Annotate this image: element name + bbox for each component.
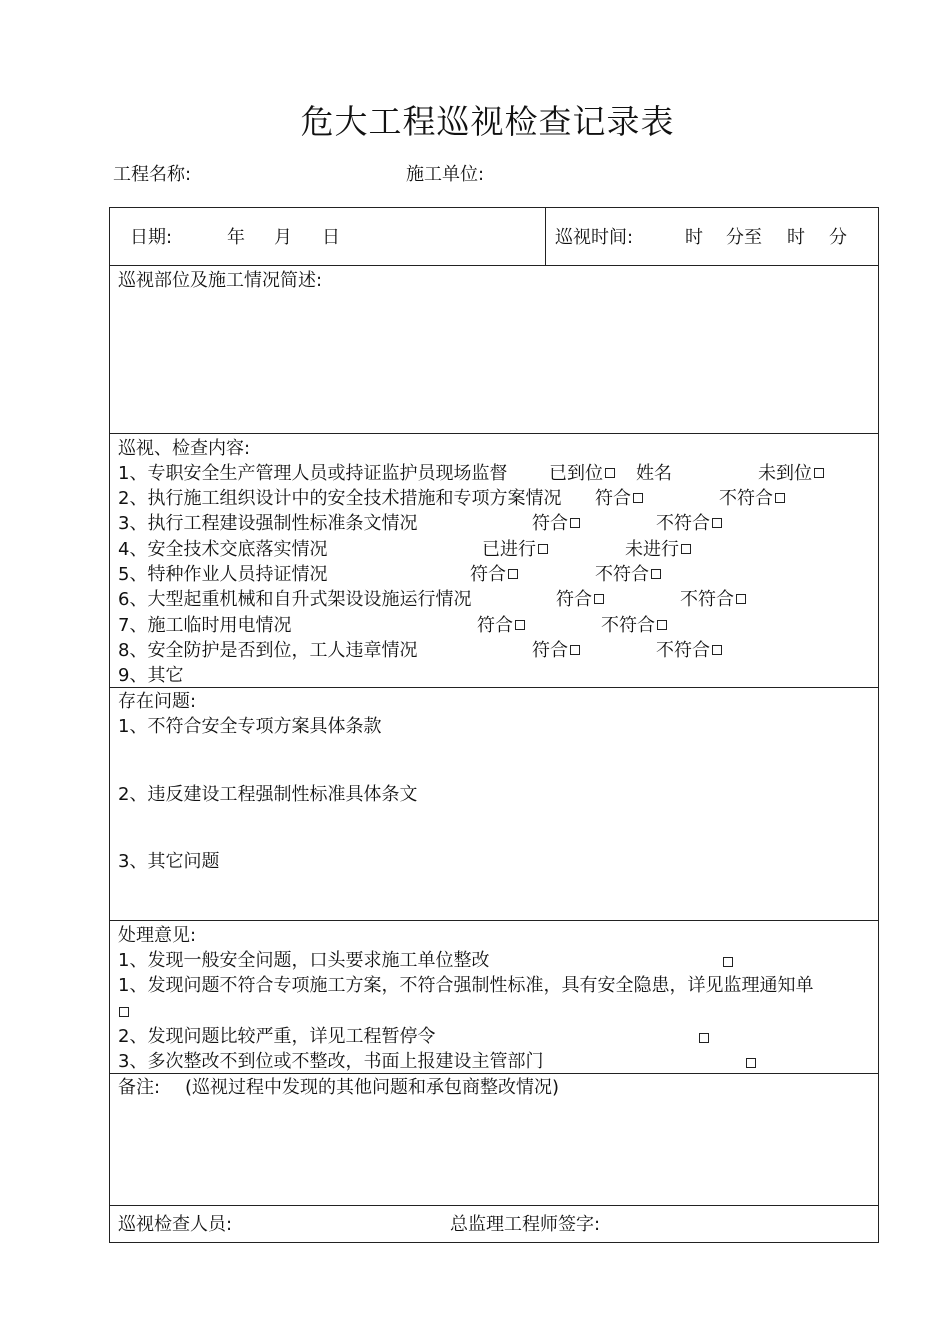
month-label: 月	[274, 227, 292, 248]
inspection-option-compliant: 符合	[595, 490, 643, 508]
inspection-option-done: 已进行	[482, 541, 548, 559]
checkbox-icon[interactable]	[633, 493, 643, 503]
inspection-option-noncompliant: 不符合	[680, 591, 746, 609]
project-name-label: 工程名称:	[113, 164, 192, 185]
inspection-option-noncompliant: 不符合	[656, 515, 722, 533]
inspection-option-present: 已到位	[549, 465, 615, 483]
row-divider-6	[109, 1205, 879, 1206]
date-time-divider	[545, 207, 546, 266]
checkbox-icon[interactable]	[746, 1058, 756, 1068]
date-label: 日期:	[130, 227, 173, 248]
inspection-option-noncompliant: 不符合	[601, 617, 667, 635]
checkbox-icon[interactable]	[814, 468, 824, 478]
inspection-item-text: 4、安全技术交底落实情况	[118, 539, 328, 560]
checkbox-icon[interactable]	[605, 468, 615, 478]
checkbox-icon[interactable]	[657, 620, 667, 630]
checkbox-icon[interactable]	[651, 569, 661, 579]
inspection-option-noncompliant: 不符合	[719, 490, 785, 508]
checkbox-icon[interactable]	[119, 1007, 129, 1017]
checkbox-icon[interactable]	[594, 594, 604, 604]
checkbox-icon[interactable]	[538, 544, 548, 554]
checkbox-icon[interactable]	[699, 1033, 709, 1043]
year-label: 年	[227, 227, 245, 248]
row-divider-3	[109, 687, 879, 688]
row-divider-4	[109, 920, 879, 921]
row-divider-5	[109, 1073, 879, 1074]
inspection-option-compliant: 符合	[532, 642, 580, 660]
inspection-option-compliant: 符合	[556, 591, 604, 609]
inspection-item-text: 8、安全防护是否到位，工人违章情况	[118, 640, 418, 661]
chief-signature-label: 总监理工程师签字:	[450, 1214, 601, 1235]
patrol-time-label: 巡视时间:	[555, 227, 634, 248]
handling-heading: 处理意见:	[118, 925, 197, 946]
handling-item: 1、发现问题不符合专项施工方案，不符合强制性标准，具有安全隐患，详见监理通知单	[118, 975, 814, 996]
minute-to-label: 分至	[726, 227, 762, 248]
handling-item: 3、多次整改不到位或不整改，书面上报建设主管部门	[118, 1051, 544, 1072]
problem-item: 3、其它问题	[118, 851, 220, 872]
inspection-item-text: 2、执行施工组织设计中的安全技术措施和专项方案情况	[118, 488, 562, 509]
inspection-item-text: 5、特种作业人员持证情况	[118, 564, 328, 585]
inspection-option-noncompliant: 不符合	[656, 642, 722, 660]
checkbox-icon[interactable]	[515, 620, 525, 630]
hour-label-1: 时	[685, 227, 703, 248]
checkbox-icon[interactable]	[508, 569, 518, 579]
problems-heading: 存在问题:	[118, 691, 197, 712]
checkbox-icon[interactable]	[712, 645, 722, 655]
inspection-option-absent: 未到位	[758, 465, 824, 483]
inspection-item-text: 6、大型起重机械和自升式架设设施运行情况	[118, 589, 472, 610]
inspection-option-compliant: 符合	[470, 566, 518, 584]
inspection-option-not-done: 未进行	[625, 541, 691, 559]
checkbox-icon[interactable]	[775, 493, 785, 503]
problem-item: 2、违反建设工程强制性标准具体条文	[118, 784, 418, 805]
inspection-heading: 巡视、检查内容:	[118, 438, 251, 459]
problem-item: 1、不符合安全专项方案具体条款	[118, 716, 382, 737]
row-divider-1	[109, 265, 879, 266]
inspection-option-compliant: 符合	[532, 515, 580, 533]
day-label: 日	[322, 227, 340, 248]
inspection-item-text: 3、执行工程建设强制性标准条文情况	[118, 513, 418, 534]
inspection-option-compliant: 符合	[477, 617, 525, 635]
remarks-description: (巡视过程中发现的其他问题和承包商整改情况)	[185, 1077, 560, 1098]
overview-label: 巡视部位及施工情况简述:	[118, 270, 323, 291]
checkbox-icon[interactable]	[723, 957, 733, 967]
minute-label-2: 分	[829, 227, 847, 248]
checkbox-icon[interactable]	[712, 518, 722, 528]
remarks-label: 备注:	[118, 1077, 161, 1098]
inspection-item-text: 7、施工临时用电情况	[118, 615, 292, 636]
inspector-label: 巡视检查人员:	[118, 1214, 233, 1235]
checkbox-icon[interactable]	[681, 544, 691, 554]
inspection-option-noncompliant: 不符合	[595, 566, 661, 584]
checkbox-icon[interactable]	[736, 594, 746, 604]
hour-label-2: 时	[787, 227, 805, 248]
row-divider-2	[109, 433, 879, 434]
construction-unit-label: 施工单位:	[406, 164, 485, 185]
page-title: 危大工程巡视检查记录表	[300, 102, 675, 141]
inspection-name-label: 姓名	[636, 463, 672, 484]
checkbox-icon[interactable]	[570, 518, 580, 528]
inspection-item-text: 1、专职安全生产管理人员或持证监护员现场监督	[118, 463, 508, 484]
handling-item: 2、发现问题比较严重，详见工程暂停令	[118, 1026, 436, 1047]
inspection-item-text: 9、其它	[118, 665, 184, 686]
checkbox-icon[interactable]	[570, 645, 580, 655]
handling-item: 1、发现一般安全问题，口头要求施工单位整改	[118, 950, 490, 971]
